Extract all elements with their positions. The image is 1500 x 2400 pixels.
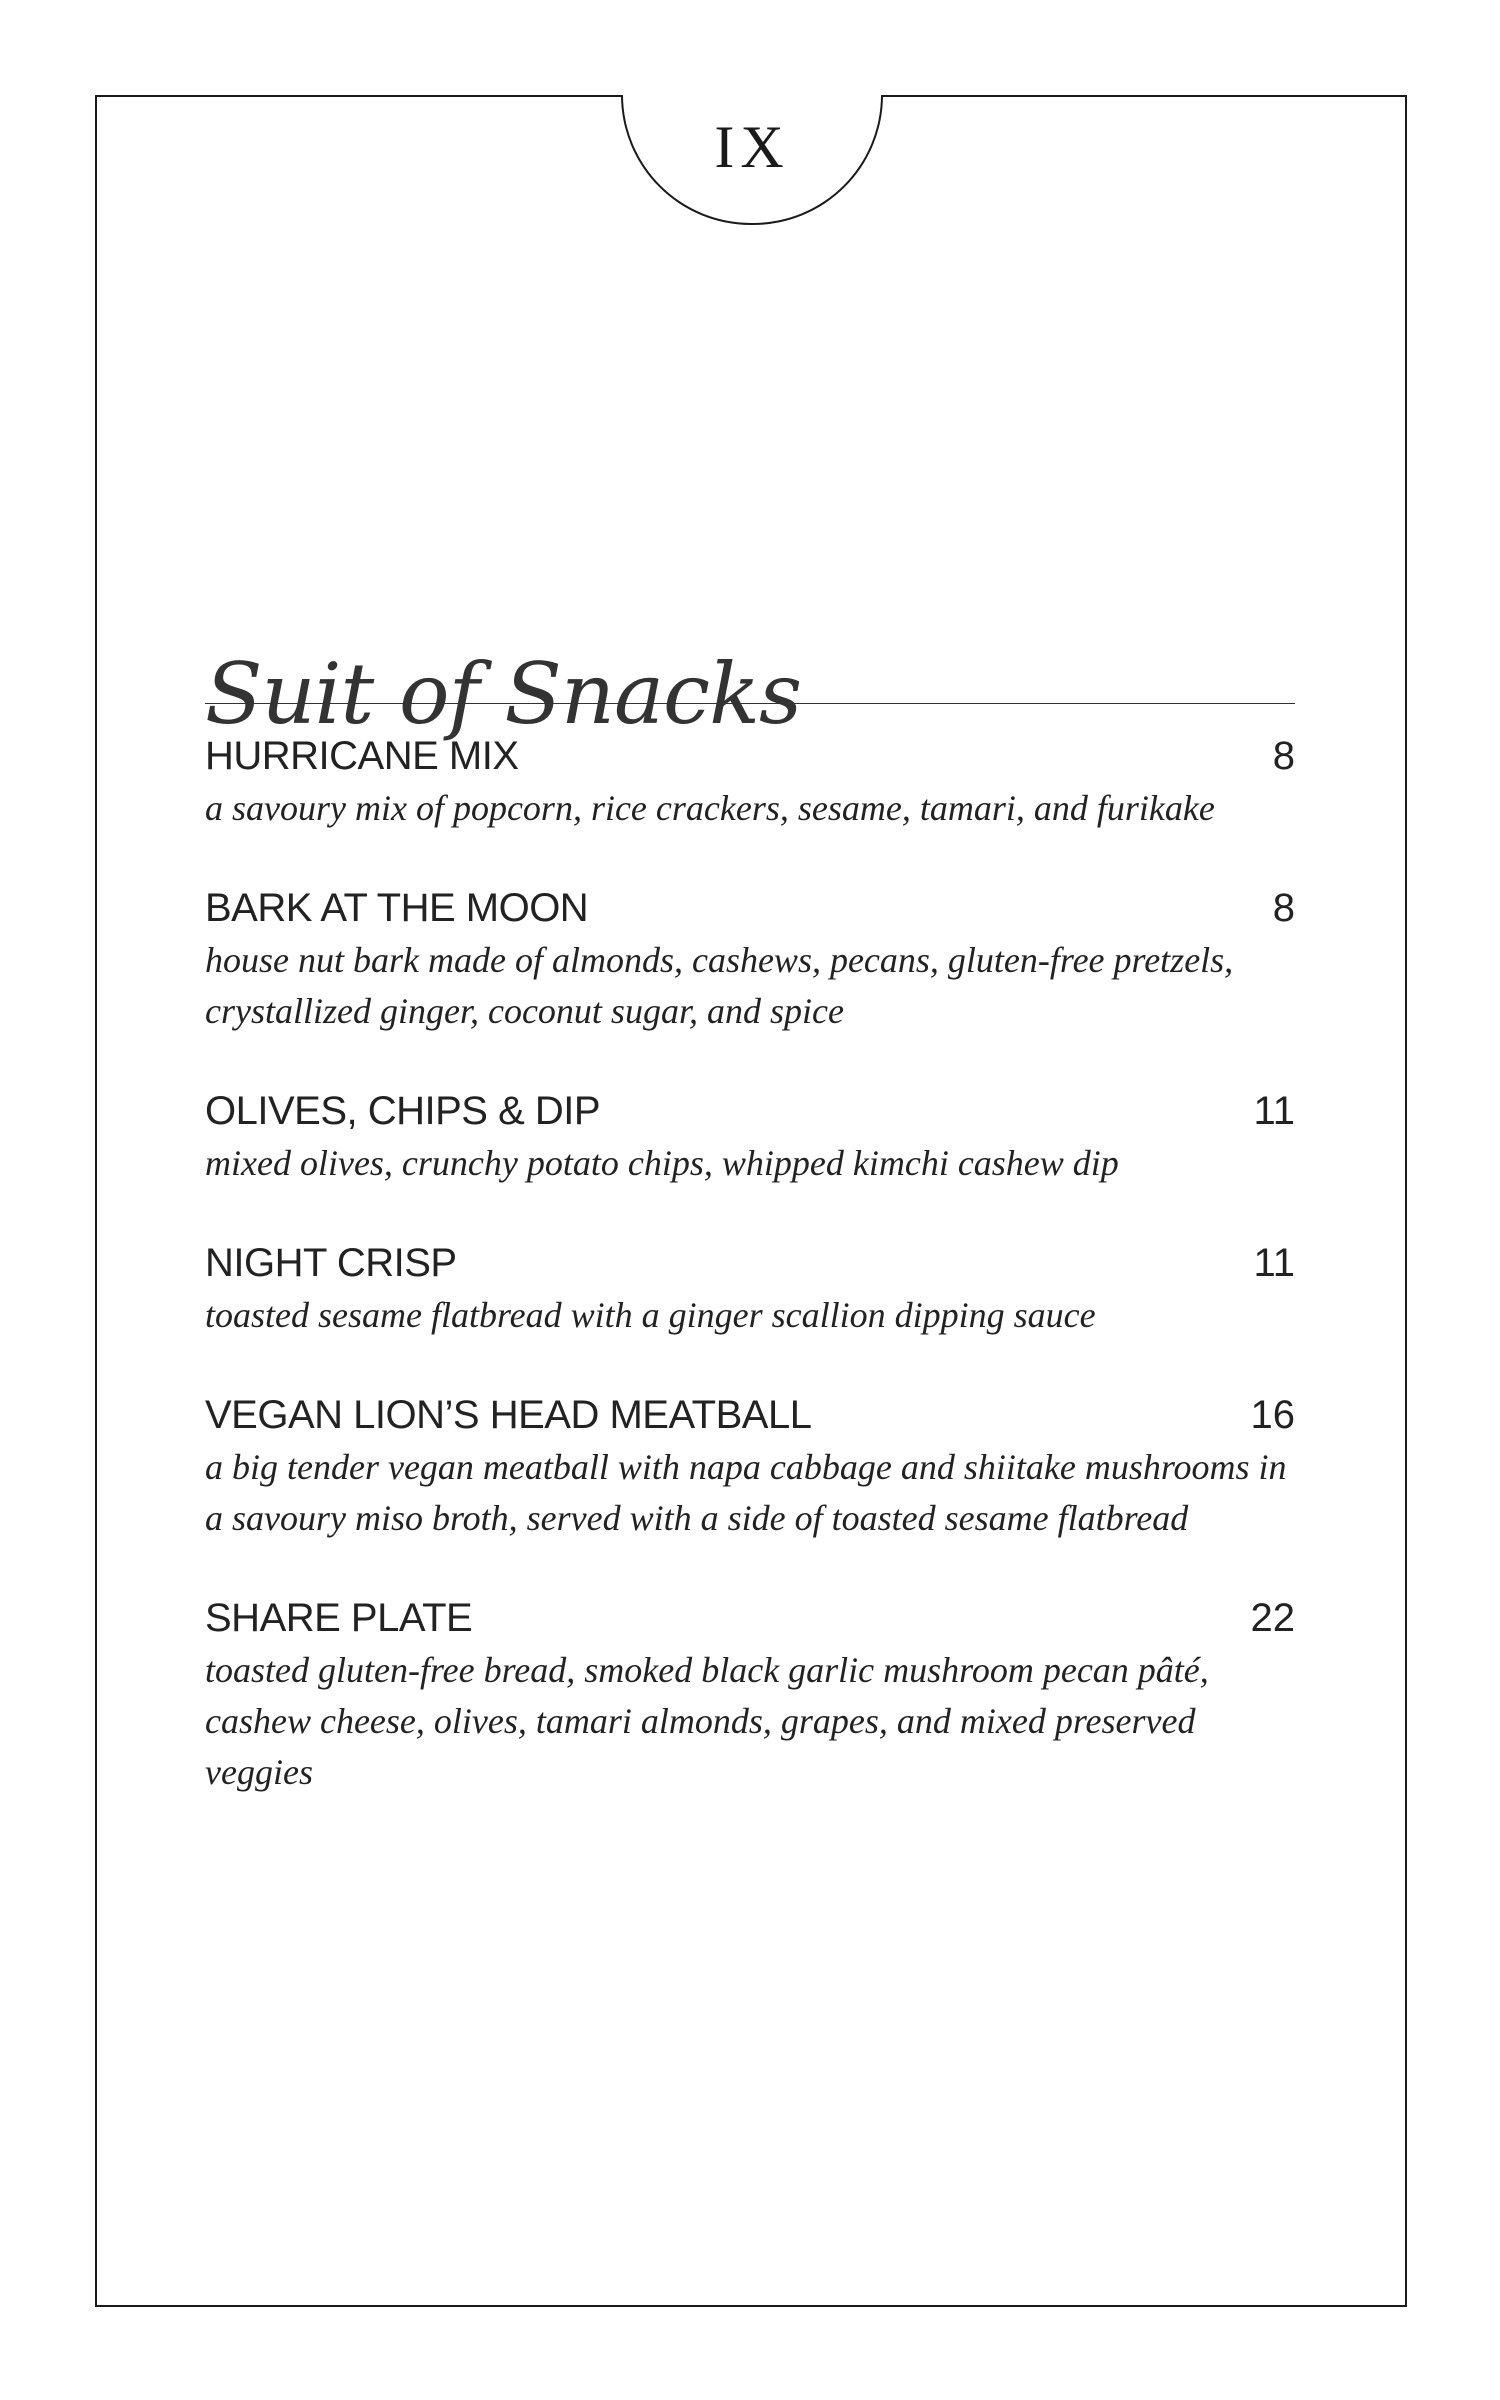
- menu-item-name: OLIVES, CHIPS & DIP: [205, 1089, 601, 1133]
- menu-item-header: [205, 884, 1295, 932]
- menu-item-header: [205, 1087, 1295, 1135]
- menu-item-list: [205, 732, 1295, 1848]
- menu-item-description: a savoury mix of popcorn, rice crackers, sesame, tamari, and furikake: [205, 788, 1215, 828]
- menu-item: [205, 1087, 1295, 1189]
- menu-item-name: BARK AT THE MOON: [205, 886, 589, 930]
- menu-item-description: house nut bark made of almonds, cashews, pecans, gluten-free pretzels, crystallized ginger, coconut sugar, and spice: [205, 940, 1234, 1031]
- menu-item-price: 8: [1272, 734, 1295, 778]
- menu-item: [205, 1239, 1295, 1341]
- menu-item-price: 16: [1250, 1393, 1295, 1437]
- menu-item: [205, 732, 1295, 834]
- menu-item-description: toasted gluten-free bread, smoked black garlic mushroom pecan pâté, cashew cheese, olives, tamari almonds, grapes, and mixed preserved veggies: [205, 1650, 1209, 1792]
- section-title: Suit of Snacks: [205, 645, 802, 744]
- menu-item-price: 11: [1253, 1241, 1295, 1285]
- menu-item-description: toasted sesame flatbread with a ginger scallion dipping sauce: [205, 1295, 1096, 1335]
- page-number: IX: [714, 114, 790, 180]
- menu-item-header: [205, 732, 1295, 780]
- menu-item: [205, 1391, 1295, 1544]
- menu-item-header: [205, 1391, 1295, 1439]
- menu-item-name: SHARE PLATE: [205, 1596, 473, 1640]
- menu-item-header: [205, 1594, 1295, 1642]
- menu-item-header: [205, 1239, 1295, 1287]
- menu-item-price: 11: [1253, 1089, 1295, 1133]
- menu-item-name: NIGHT CRISP: [205, 1241, 457, 1285]
- menu-item-name: HURRICANE MIX: [205, 734, 519, 778]
- menu-item-description: a big tender vegan meatball with napa cabbage and shiitake mushrooms in a savoury miso broth, served with a side of toasted sesame flatbread: [205, 1447, 1287, 1538]
- menu-item-price: 22: [1250, 1596, 1295, 1640]
- section-divider: [205, 703, 1295, 704]
- menu-item: [205, 884, 1295, 1037]
- menu-item: [205, 1594, 1295, 1798]
- menu-item-name: VEGAN LION’S HEAD MEATBALL: [205, 1393, 812, 1437]
- menu-item-description: mixed olives, crunchy potato chips, whipped kimchi cashew dip: [205, 1143, 1119, 1183]
- menu-item-price: 8: [1272, 886, 1295, 930]
